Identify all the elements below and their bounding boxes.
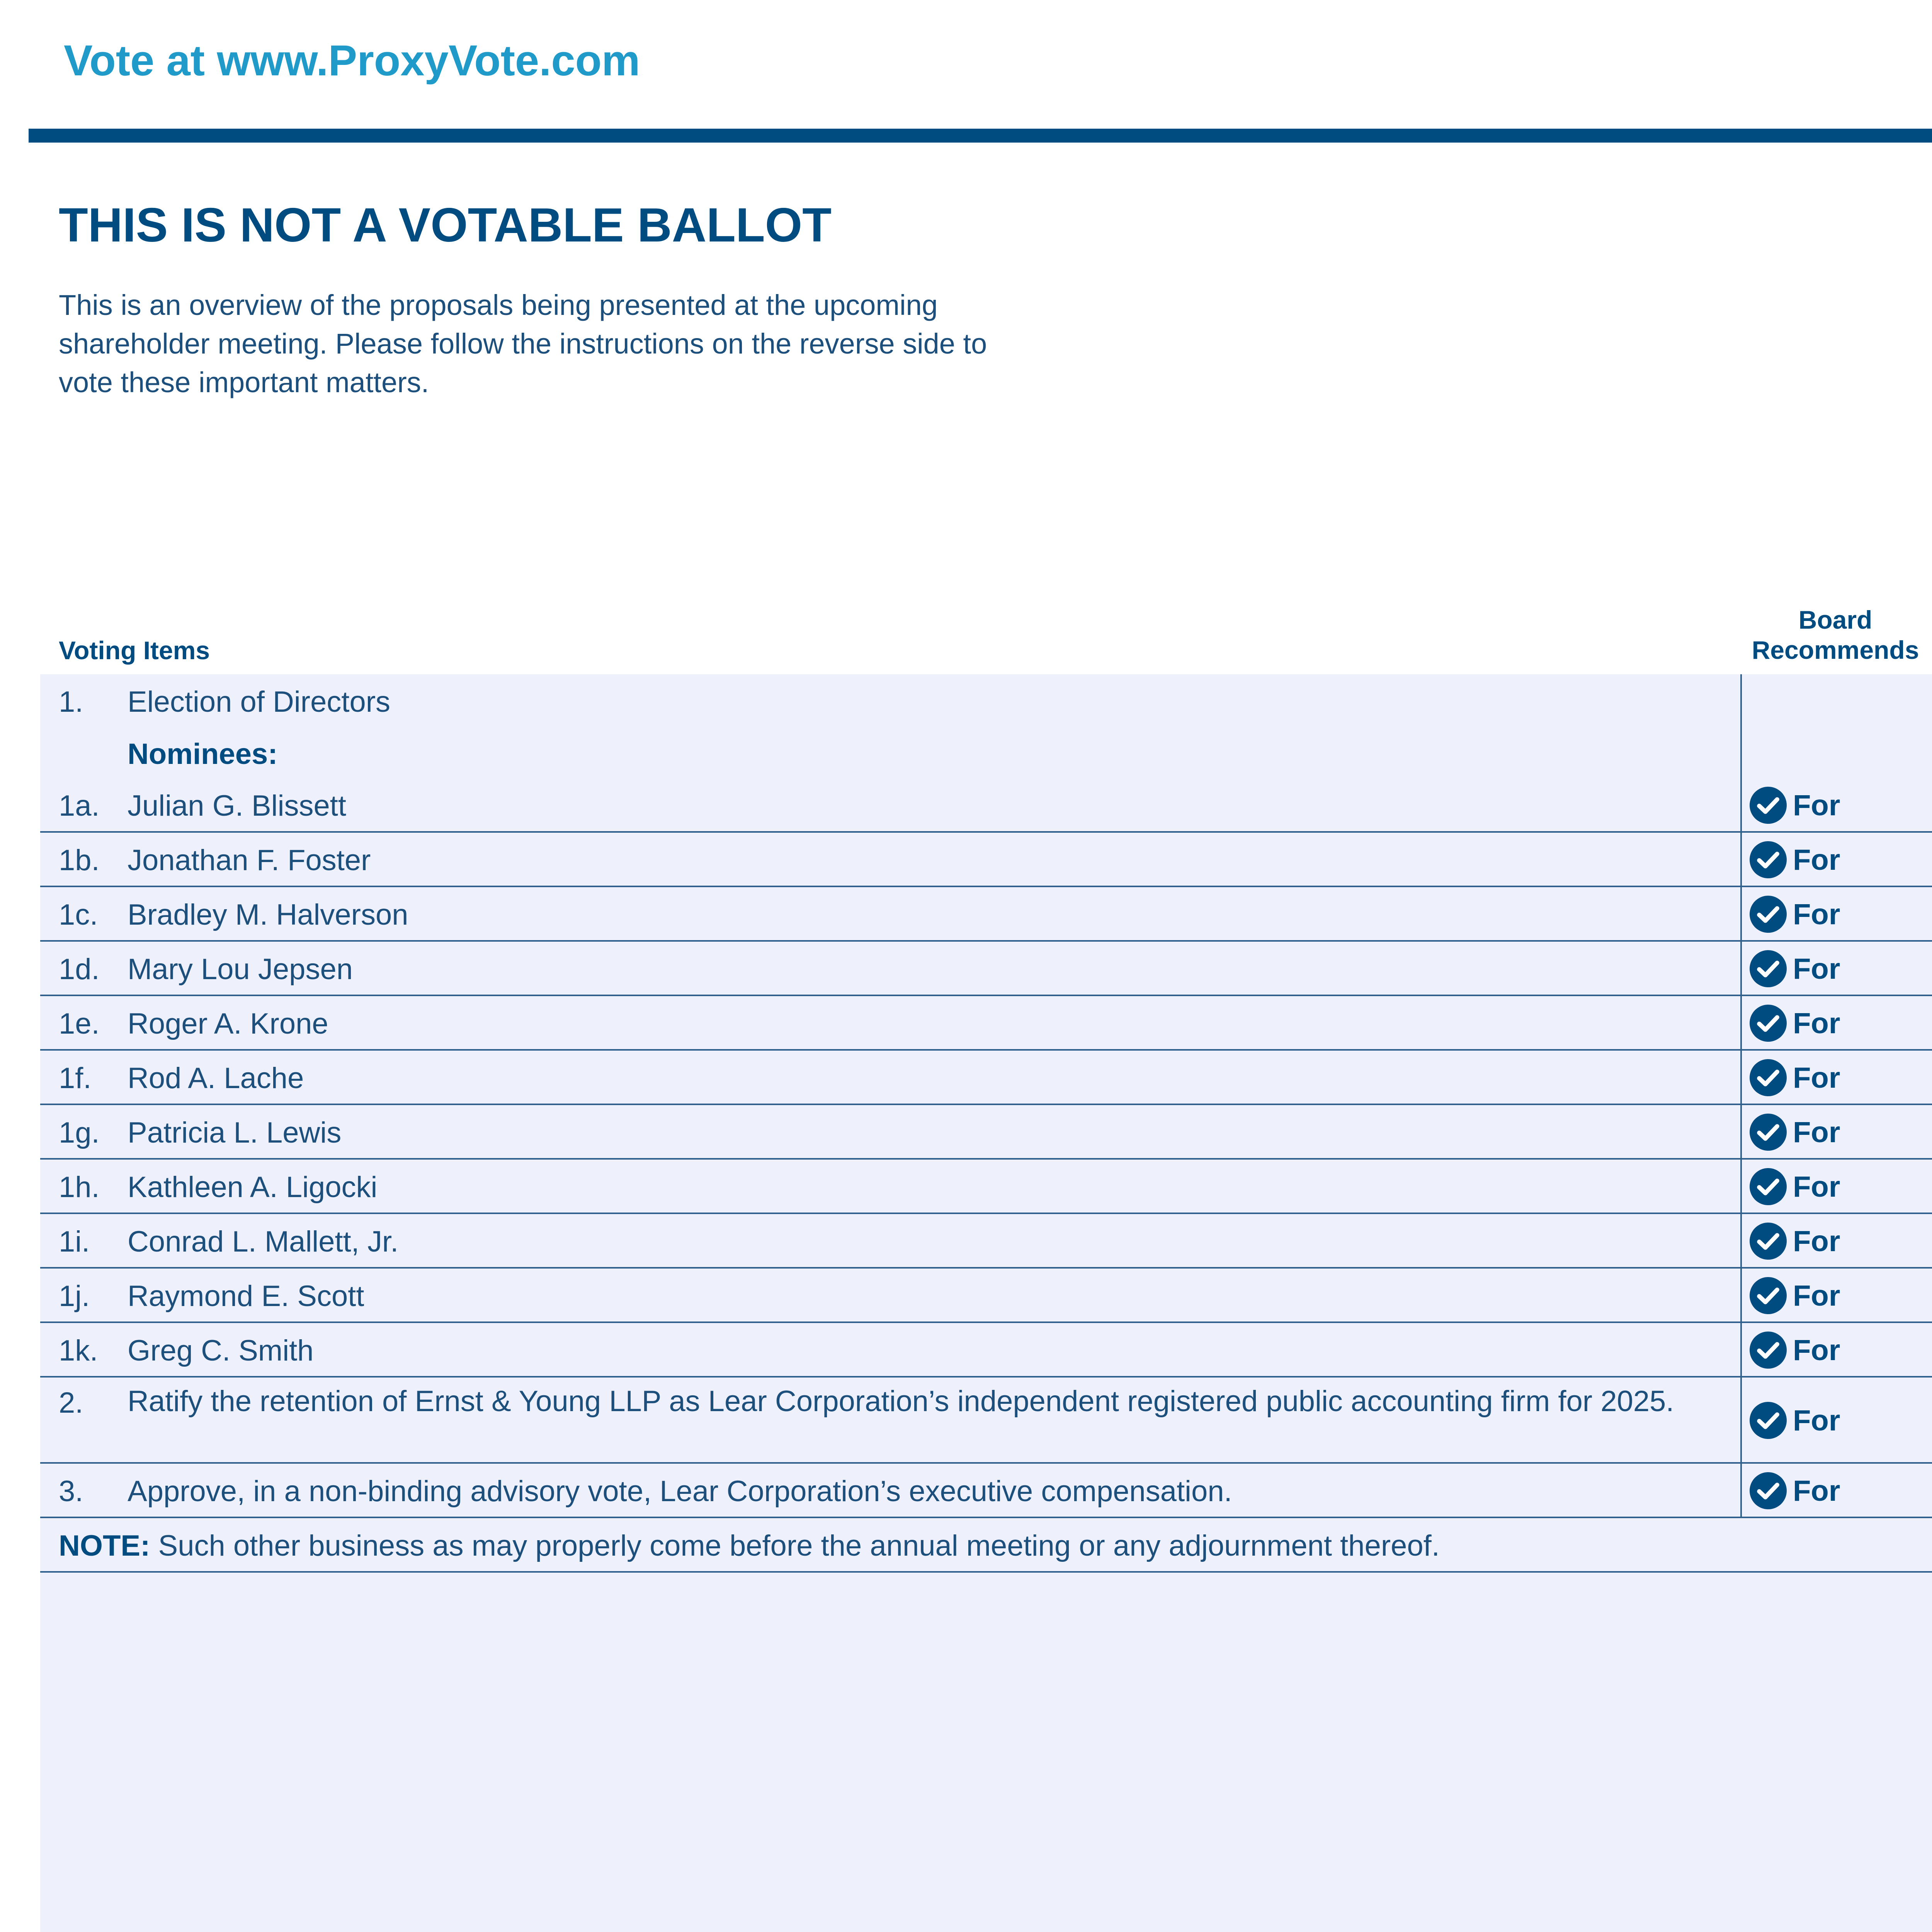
recommendation-label: For [1793, 898, 1840, 931]
note-text [59, 1529, 1440, 1563]
nominee-row [40, 942, 1932, 996]
recommendation [1750, 787, 1840, 824]
vote-link[interactable]: Vote at www.ProxyVote.com [64, 36, 640, 85]
item-text: Approve, in a non-binding advisory vote, Lear Corporation’s executive compensation. [128, 1475, 1232, 1508]
nominee-row [40, 1105, 1932, 1160]
item-text: Ratify the retention of Ernst & Young LLP as Lear Corporation’s independent registered public accounting firm for 2025. [128, 1385, 1674, 1418]
recommendation-label: For [1793, 1007, 1840, 1040]
election-row [40, 674, 1932, 729]
nominee-row [40, 1160, 1932, 1214]
proposal-row [40, 1378, 1932, 1464]
nominee-name: Conrad L. Mallett, Jr. [128, 1225, 399, 1258]
nominee-number: 1k. [59, 1334, 98, 1367]
check-circle-icon [1750, 1472, 1787, 1509]
nominee-name: Raymond E. Scott [128, 1280, 364, 1313]
intro-text: This is an overview of the proposals being presented at the upcoming shareholder meeting. Please follow the instructions on the reverse side to vote these important matters. [59, 289, 987, 398]
recommendation-label: For [1793, 843, 1840, 876]
board-header-line2: Recommends [1752, 636, 1919, 664]
recommendation [1750, 841, 1840, 878]
nominee-number: 1g. [59, 1116, 100, 1149]
recommendation [1750, 1402, 1840, 1439]
recommendation-label: For [1793, 789, 1840, 822]
note-label: NOTE: [59, 1529, 150, 1562]
nominee-number: 1h. [59, 1171, 100, 1204]
nominee-row [40, 833, 1932, 887]
nominee-number: 1e. [59, 1007, 100, 1040]
nominee-row [40, 887, 1932, 942]
check-circle-icon [1750, 1114, 1787, 1151]
check-circle-icon [1750, 1402, 1787, 1439]
recommendation-label: For [1793, 1404, 1840, 1437]
nominee-name: Kathleen A. Ligocki [128, 1171, 378, 1204]
recommendation-label: For [1793, 1116, 1840, 1149]
check-circle-icon [1750, 1168, 1787, 1205]
nominee-number: 1c. [59, 898, 98, 931]
nominee-name: Jonathan F. Foster [128, 844, 371, 877]
note-body: Such other business as may properly come before the annual meeting or any adjournment thereof. [150, 1529, 1440, 1562]
recommendation [1750, 1005, 1840, 1042]
recommendation-label: For [1793, 952, 1840, 985]
recommendation [1750, 1277, 1840, 1314]
recommendation [1750, 896, 1840, 933]
page-title: THIS IS NOT A VOTABLE BALLOT [59, 199, 832, 252]
board-header-line1: Board [1798, 605, 1872, 634]
board-recommends-header [1735, 605, 1932, 665]
recommendation [1750, 1472, 1840, 1509]
nominee-number: 1j. [59, 1280, 90, 1313]
check-circle-icon [1750, 787, 1787, 824]
nominee-number: 1d. [59, 953, 100, 986]
recommendation-label: For [1793, 1333, 1840, 1367]
recommendation-label: For [1793, 1225, 1840, 1258]
note-row [40, 1518, 1932, 1573]
recommendation [1750, 1168, 1840, 1205]
nominee-name: Roger A. Krone [128, 1007, 328, 1040]
check-circle-icon [1750, 1332, 1787, 1369]
check-circle-icon [1750, 1059, 1787, 1096]
nominee-number: 1i. [59, 1225, 90, 1258]
recommendation [1750, 1332, 1840, 1369]
item-number: 1. [59, 685, 83, 718]
nominees-label: Nominees: [128, 738, 278, 770]
recommendation [1750, 1223, 1840, 1260]
nominee-number: 1a. [59, 789, 100, 822]
check-circle-icon [1750, 896, 1787, 933]
recommendation-label: For [1793, 1474, 1840, 1507]
check-circle-icon [1750, 1005, 1787, 1042]
item-number: 2. [59, 1386, 83, 1419]
nominee-name: Julian G. Blissett [128, 789, 346, 822]
header-rule [29, 129, 1932, 143]
voting-table [40, 674, 1932, 1573]
recommendation-label: For [1793, 1061, 1840, 1094]
recommendation-label: For [1793, 1170, 1840, 1203]
check-circle-icon [1750, 841, 1787, 878]
nominee-name: Mary Lou Jepsen [128, 953, 353, 986]
recommendation-label: For [1793, 1279, 1840, 1312]
nominee-name: Rod A. Lache [128, 1062, 304, 1095]
nominee-name: Bradley M. Halverson [128, 898, 408, 931]
nominee-row [40, 1051, 1932, 1105]
nominees-label-row [40, 729, 1932, 778]
check-circle-icon [1750, 1223, 1787, 1260]
nominee-row [40, 1214, 1932, 1269]
nominee-row [40, 1269, 1932, 1323]
voting-items-header: Voting Items [59, 636, 210, 665]
nominee-row [40, 996, 1932, 1051]
item-number: 3. [59, 1475, 83, 1508]
recommendation [1750, 1059, 1840, 1096]
nominee-row [40, 778, 1932, 833]
nominee-name: Greg C. Smith [128, 1334, 314, 1367]
check-circle-icon [1750, 950, 1787, 987]
check-circle-icon [1750, 1277, 1787, 1314]
recommendation [1750, 1114, 1840, 1151]
nominee-name: Patricia L. Lewis [128, 1116, 342, 1149]
item-text: Election of Directors [128, 685, 391, 718]
nominee-number: 1b. [59, 844, 100, 877]
proposal-row [40, 1464, 1932, 1518]
nominee-row [40, 1323, 1932, 1378]
nominee-number: 1f. [59, 1062, 92, 1095]
recommendation [1750, 950, 1840, 987]
